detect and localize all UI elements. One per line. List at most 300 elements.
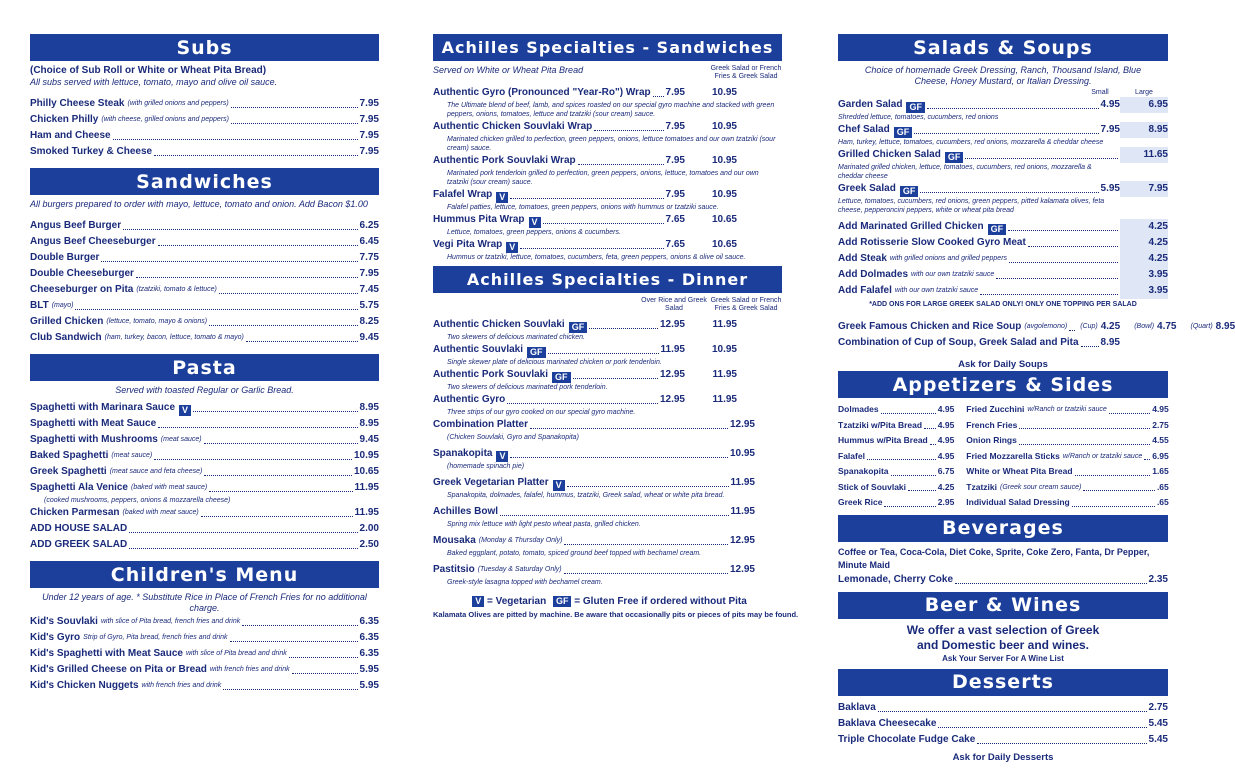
- dot-leader: [113, 139, 358, 140]
- item-days: (Monday & Thursday Only): [478, 537, 563, 544]
- dot-leader: [980, 294, 1118, 295]
- menu-item-row: [30, 630, 379, 646]
- item-price-large: 8.95: [1120, 122, 1168, 138]
- desserts-header: Desserts: [838, 669, 1168, 696]
- dot-leader: [289, 657, 358, 658]
- gluten-free-badge: GF: [900, 186, 919, 197]
- item-name: Chicken Parmesan: [30, 507, 120, 518]
- addon-row: [838, 219, 1168, 235]
- item-name: Authentic Chicken Souvlaki Wrap: [433, 121, 593, 132]
- item-left: [433, 392, 685, 408]
- item-desc: (meat sauce and feta cheese): [109, 468, 203, 475]
- menu-item-row: [30, 662, 379, 678]
- dot-leader: [158, 245, 358, 246]
- menu-item-row: [30, 537, 379, 553]
- salad-left: [838, 122, 1120, 138]
- dot-leader: [1009, 262, 1118, 263]
- menu-item-row: [30, 614, 379, 630]
- item-desc: (with cheese, grilled onions and peppers): [101, 116, 229, 123]
- item-price: 4.25: [1120, 235, 1168, 251]
- dot-leader: [867, 459, 936, 460]
- item-name: Greek Spaghetti: [30, 466, 107, 477]
- sandwiches-list: [30, 218, 379, 346]
- gluten-free-badge: GF: [552, 372, 571, 383]
- menu-item-row: [30, 416, 379, 432]
- item-price-large: 11.65: [1120, 147, 1168, 163]
- subs-note: All subs served with lettuce, tomato, mayo and olive oil sauce.: [30, 77, 278, 87]
- menu-item-row: [838, 716, 1168, 732]
- item-name: Kid's Grilled Cheese on Pita or Bread: [30, 664, 207, 675]
- item-name: Stick of Souvlaki: [838, 481, 907, 492]
- vegetarian-badge: V: [472, 596, 484, 607]
- soup-row: Greek Famous Chicken and Rice Soup (avgolemono) (Cup) 4.25 (Bowl) 4.75 (Quart) 8.95: [838, 321, 1235, 332]
- pasta-list-2: [30, 505, 379, 553]
- item-price: 11.95: [730, 477, 755, 488]
- item-price-2: 10.95: [711, 344, 737, 355]
- column-right: [838, 34, 1235, 764]
- dot-leader: [231, 107, 358, 108]
- item-desc: The Ultimate blend of beef, lamb, and spices roasted on our special gyro machine and stacked with green peppers, onions, tomatoes, lettuce and tzatziki (sour cream) sauce.: [447, 102, 775, 118]
- menu-item-row: [433, 237, 782, 253]
- dot-leader: [129, 532, 357, 533]
- item-desc: (baked with meat sauce): [131, 484, 208, 491]
- item-price-large: 7.95: [1120, 181, 1168, 197]
- item-price: 6.25: [359, 220, 379, 231]
- item-name: Authentic Pork Souvlaki Wrap: [433, 155, 576, 166]
- menu-item-row: [838, 402, 954, 418]
- vegetarian-badge: V: [529, 217, 541, 228]
- item-price-small: 4.95: [1100, 99, 1120, 110]
- olives-note: Kalamata Olives are pitted by machine. Be aware that occasionally pits or pieces of pits may be found.: [433, 610, 799, 619]
- item-name: Add Steak: [838, 253, 887, 264]
- item-name: French Fries: [966, 419, 1018, 430]
- pasta-header: Pasta: [30, 354, 379, 381]
- addon-row: [838, 251, 1168, 267]
- item-price: 2.75: [1152, 419, 1169, 430]
- addon-left: [838, 283, 1120, 299]
- dot-leader: [548, 353, 659, 354]
- dot-leader: [292, 673, 358, 674]
- children-header: Children's Menu: [30, 561, 379, 588]
- spec-sandwiches-list: [433, 85, 782, 262]
- item-name: Spaghetti with Mushrooms: [30, 434, 158, 445]
- item-price-1: 12.95: [659, 319, 685, 330]
- dot-leader: [996, 278, 1118, 279]
- dot-leader: [965, 158, 1118, 159]
- menu-item-row: [30, 218, 379, 234]
- item-desc: (lettuce, tomato, mayo & onions): [106, 318, 208, 325]
- addon-row: [838, 267, 1168, 283]
- item-name: Triple Chocolate Fudge Cake: [838, 733, 976, 745]
- gluten-free-badge: GF: [527, 347, 546, 358]
- item-name: Grilled Chicken Salad: [838, 149, 941, 160]
- subs-list: [30, 96, 379, 160]
- menu-item-row: [433, 85, 782, 101]
- menu-item-row: [433, 119, 782, 135]
- item-name: Fried Zucchini: [966, 404, 1025, 414]
- menu-item-row: [30, 112, 379, 128]
- menu-item-row: [30, 464, 379, 480]
- item-left: [433, 237, 685, 253]
- beer-line1: We offer a vast selection of Greek: [906, 622, 1100, 637]
- addon-row: [838, 283, 1168, 299]
- item-price-2: 10.95: [711, 189, 737, 200]
- salad-row: [838, 181, 1168, 197]
- dot-leader: [1075, 475, 1151, 476]
- menu-item-row: [838, 480, 954, 496]
- dinner-col1-head: Over Rice and Greek Salad: [641, 297, 707, 312]
- item-desc: with french fries and drink: [141, 682, 222, 689]
- item-name: Chef Salad: [838, 124, 890, 135]
- dot-leader: [1008, 230, 1118, 231]
- vegetarian-badge: V: [496, 192, 508, 203]
- menu-item-row: [433, 317, 782, 333]
- item-price: 8.95: [359, 418, 379, 429]
- item-price: 12.95: [729, 564, 755, 575]
- item-name: Falafel Wrap: [433, 189, 493, 200]
- dot-leader: [908, 490, 936, 491]
- item-desc: Strip of Gyro, Pita bread, french fries and drink: [83, 634, 228, 641]
- dot-leader: [924, 428, 936, 429]
- legend-gf-text: = Gluten Free if ordered without Pita: [574, 596, 747, 607]
- dot-leader: [530, 428, 728, 429]
- item-left: [433, 85, 685, 101]
- item-name: ADD GREEK SALAD: [30, 539, 128, 550]
- item-name: Double Burger: [30, 252, 100, 263]
- sandwiches-header: Sandwiches: [30, 168, 379, 195]
- served-on: Served on White or Wheat Pita Bread: [433, 65, 584, 75]
- addon-list: [838, 219, 1168, 299]
- item-price-1: 7.65: [665, 214, 685, 225]
- dot-leader: [129, 548, 357, 549]
- item-price: .65: [1156, 481, 1169, 492]
- item-name: Kid's Spaghetti with Meat Sauce: [30, 648, 183, 659]
- spec-sandwiches-header: Achilles Specialties - Sandwiches: [433, 34, 782, 61]
- item-price-1: 12.95: [659, 369, 685, 380]
- dot-leader: [930, 444, 936, 445]
- item-desc: with our own tzatziki sauce: [911, 271, 995, 278]
- item-desc: Spanakopita, dolmades, falafel, hummus, tzatziki, Greek salad, wheat or white pita bread.: [447, 492, 725, 499]
- item-left: [433, 119, 685, 135]
- appetizers-header: Appetizers & Sides: [838, 371, 1168, 398]
- item-left: [433, 342, 685, 358]
- dot-leader: [500, 515, 729, 516]
- menu-item-row: [433, 342, 782, 358]
- item-name: White or Wheat Pita Bread: [966, 466, 1073, 476]
- item-name: Add Falafel: [838, 285, 892, 296]
- beverages-line2: Lemonade, Cherry Coke 2.35: [838, 573, 1168, 585]
- menu-item-row: [30, 282, 379, 298]
- item-price: 4.95: [937, 404, 955, 414]
- menu-item-row: [433, 187, 782, 203]
- dot-leader: [510, 198, 663, 199]
- children-note: Under 12 years of age. * Substitute Rice in Place of French Fries for no additional charge.: [42, 592, 367, 613]
- appetizers-left: [838, 402, 954, 511]
- menu-item-row: [966, 402, 1168, 418]
- menu-item-row: [30, 400, 379, 416]
- item-name: Ham and Cheese: [30, 130, 111, 141]
- item-price: 7.75: [359, 252, 379, 263]
- item-desc: with our own tzatziki sauce: [894, 287, 979, 294]
- item-name: BLT: [30, 300, 49, 311]
- item-price: 5.95: [359, 664, 379, 675]
- dot-leader: [154, 155, 357, 156]
- item-price-1: 11.95: [660, 344, 685, 355]
- wine-list: Ask Your Server For A Wine List: [942, 653, 1064, 663]
- menu-item-row: [30, 314, 379, 330]
- dot-leader: [589, 328, 658, 329]
- dot-leader: [578, 164, 664, 165]
- menu-item-row: [30, 678, 379, 694]
- item-price: 2.95: [937, 497, 955, 507]
- menu-item-row: [30, 521, 379, 537]
- dot-leader: [242, 625, 357, 626]
- item-name: Authentic Gyro (Pronounced "Year-Ro") Wrap: [433, 87, 651, 98]
- item-name: Garden Salad: [838, 99, 903, 110]
- salads-note: Choice of homemade Greek Dressing, Ranch, Thousand Island, Blue Cheese, Honey Mustard, or Italian Dressing.: [864, 65, 1142, 86]
- menu-item-row: [433, 475, 782, 491]
- item-days: (Tuesday & Saturday Only): [477, 566, 562, 573]
- item-price-1: 7.95: [665, 87, 685, 98]
- item-name: Fried Mozzarella Sticks: [966, 450, 1060, 461]
- item-name: Angus Beef Burger: [30, 220, 122, 231]
- item-name: Individual Salad Dressing: [966, 497, 1070, 507]
- dot-leader: [75, 309, 357, 310]
- item-price: 4.55: [1152, 435, 1169, 445]
- item-desc: (mayo): [51, 302, 74, 309]
- item-price: 5.75: [359, 300, 379, 311]
- addon-left: [838, 267, 1120, 283]
- item-price: 7.95: [359, 114, 379, 125]
- dot-leader: [977, 743, 1146, 744]
- menu-item-row: [433, 533, 782, 549]
- item-name: Grilled Chicken: [30, 316, 104, 327]
- item-left: [433, 212, 685, 228]
- menu-item-row: [966, 464, 1168, 480]
- menu-item-row: [433, 562, 782, 578]
- item-price-small: 7.95: [1100, 124, 1120, 135]
- menu-item-row: [838, 449, 954, 465]
- item-desc: (meat sauce): [111, 452, 153, 459]
- item-price: 4.25: [1120, 219, 1168, 235]
- item-name: Baklava: [838, 701, 876, 713]
- addon-note: *ADD ONS FOR LARGE GREEK SALAD ONLY! ONLY ONE TOPPING PER SALAD: [869, 301, 1137, 308]
- dot-leader: [136, 277, 358, 278]
- small-head: Small: [1091, 89, 1109, 96]
- item-desc: Spring mix lettuce with light pesto wheat pasta, grilled chicken.: [447, 521, 641, 528]
- item-price: 4.95: [937, 450, 955, 461]
- menu-item-row: [966, 433, 1168, 449]
- spec-col2-head: Greek Salad or French Fries & Greek Salad: [710, 65, 782, 80]
- item-price-1: 7.65: [665, 239, 685, 250]
- item-name: Kid's Gyro: [30, 632, 81, 643]
- gluten-free-badge: GF: [906, 102, 925, 113]
- dot-leader: [204, 443, 358, 444]
- spec-dinner-list: [433, 317, 782, 417]
- dot-leader: [246, 341, 358, 342]
- item-price: 3.95: [1120, 283, 1168, 299]
- item-name: Baklava Cheesecake: [838, 717, 937, 729]
- item-desc: Ham, turkey, lettuce, tomatoes, cucumbers, red onions, mozzarella & cheddar cheese: [838, 139, 1104, 146]
- item-price: 4.95: [937, 419, 955, 430]
- menu-item-row: [433, 392, 782, 408]
- item-desc: Hummus or tzatziki, lettuce, tomatoes, cucumbers, feta, green peppers, onions & olive oil sauce.: [447, 254, 746, 261]
- menu-item-row: [30, 432, 379, 448]
- column-middle: [433, 34, 799, 620]
- item-price: 6.35: [359, 632, 379, 643]
- item-desc: Falafel patties, lettuce, tomatoes, green peppers, onions with hummus or tzatziki sauce.: [447, 204, 719, 211]
- subs-header: Subs: [30, 34, 379, 61]
- item-price: 4.25: [937, 481, 955, 492]
- beverages-header: Beverages: [838, 515, 1168, 542]
- item-name: Onion Rings: [966, 435, 1017, 445]
- item-price: 11.95: [730, 506, 755, 517]
- dot-leader: [914, 133, 1098, 134]
- item-price: 4.95: [1152, 404, 1169, 414]
- item-desc: Three strips of our gyro cooked on our special gyro machine.: [447, 409, 636, 416]
- item-name: Authentic Chicken Souvlaki: [433, 319, 565, 330]
- item-price: 11.95: [354, 482, 379, 493]
- salad-list: [838, 97, 1168, 215]
- item-name: Greek Vegetarian Platter: [433, 477, 549, 488]
- daily-soups: Ask for Daily Soups: [958, 359, 1048, 370]
- item-desc: Lettuce, tomatoes, cucumbers, red onions, green peppers, pitted kalamata olives, feta cheese, pepperoncini peppers, white or wheat pita bread: [838, 198, 1105, 214]
- item-price: 1.65: [1152, 466, 1169, 476]
- dot-leader: [158, 427, 357, 428]
- item-price: 6.35: [359, 616, 379, 627]
- salad-row: [838, 122, 1168, 138]
- item-price: 12.95: [729, 419, 755, 430]
- item-name: Authentic Pork Souvlaki: [433, 369, 549, 380]
- vegetarian-badge: V: [506, 242, 518, 253]
- item-price: 11.95: [354, 507, 379, 518]
- addon-row: [838, 235, 1168, 251]
- item-name: Philly Cheese Steak: [30, 98, 125, 109]
- item-desc: (with grilled onions and peppers): [127, 100, 229, 107]
- daily-desserts: Ask for Daily Desserts: [952, 751, 1054, 763]
- item-price-small: 5.95: [1100, 183, 1120, 194]
- salad-left: [838, 97, 1120, 113]
- menu-item-row: [30, 144, 379, 160]
- item-name: Spaghetti with Marinara Sauce: [30, 402, 176, 413]
- menu-item-row: [30, 234, 379, 250]
- pasta-note: Served with toasted Regular or Garlic Bread.: [115, 385, 294, 395]
- item-name: Chicken Philly: [30, 114, 99, 125]
- item-desc: w/Ranch or tzatziki sauce: [1027, 406, 1107, 413]
- item-desc: Marinated chicken grilled to perfection, green peppers, onions, lettuce tomatoes and our own tzatziki (sour cream) sauce.: [447, 136, 776, 152]
- item-price-2: 10.95: [711, 87, 737, 98]
- item-name: Mousaka: [433, 535, 476, 546]
- vegetarian-badge: V: [553, 480, 565, 491]
- gluten-free-badge: GF: [988, 224, 1007, 235]
- dot-leader: [1072, 506, 1155, 507]
- item-price-1: 7.95: [665, 189, 685, 200]
- dot-leader: [154, 459, 352, 460]
- item-name: Kid's Chicken Nuggets: [30, 680, 139, 691]
- menu-item-row: [966, 418, 1168, 434]
- item-desc: Baked eggplant, potato, tomato, spiced ground beef topped with bechamel cream.: [447, 550, 702, 557]
- item-price: .65: [1156, 497, 1169, 507]
- menu-item-row: [838, 418, 954, 434]
- item-price: 10.65: [353, 466, 379, 477]
- menu-item-row: [30, 646, 379, 662]
- addon-left: [838, 219, 1120, 235]
- salad-row: [838, 97, 1168, 113]
- subs-choice: (Choice of Sub Roll or White or Wheat Pita Bread): [30, 65, 267, 76]
- gluten-free-badge: GF: [553, 596, 572, 607]
- menu-item-row: [30, 266, 379, 282]
- beverages-line1: Coffee or Tea, Coca-Cola, Diet Coke, Sprite, Coke Zero, Fanta, Dr Pepper, Minute Maid: [838, 546, 1150, 570]
- menu-item-row: [433, 212, 782, 228]
- children-list: [30, 614, 379, 694]
- legend: [433, 595, 782, 609]
- vegetarian-badge: V: [496, 451, 508, 462]
- item-price: 5.95: [359, 680, 379, 691]
- item-price: 6.95: [1152, 450, 1169, 461]
- dot-leader: [881, 413, 936, 414]
- item-price: 5.45: [1148, 733, 1168, 745]
- pasta-list: [30, 400, 379, 496]
- item-name: Add Marinated Grilled Chicken: [838, 221, 984, 232]
- item-price: 4.25: [1120, 251, 1168, 267]
- combo-row: Combination of Cup of Soup, Greek Salad and Pita 8.95: [838, 337, 1120, 348]
- dot-leader: [878, 711, 1147, 712]
- menu-item-row: [433, 367, 782, 383]
- item-name: Spanakopita: [433, 448, 493, 459]
- gluten-free-badge: GF: [569, 322, 588, 333]
- dot-leader: [123, 229, 357, 230]
- item-desc: Greek-style lasagna topped with bechamel cream.: [447, 579, 603, 586]
- item-name: Club Sandwich: [30, 332, 102, 343]
- item-name: Spanakopita: [838, 466, 889, 476]
- item-name: Hummus Pita Wrap: [433, 214, 525, 225]
- item-price-2: 10.65: [711, 214, 737, 225]
- item-price: 6.75: [937, 466, 955, 476]
- item-name: Hummus w/Pita Bread: [838, 435, 928, 445]
- dot-leader: [920, 192, 1098, 193]
- dot-leader: [510, 457, 727, 458]
- menu-item-row: [966, 480, 1168, 496]
- dot-leader: [1019, 428, 1150, 429]
- item-name: Spaghetti with Meat Sauce: [30, 418, 157, 429]
- item-price-2: 11.95: [712, 394, 737, 405]
- item-desc: (Chicken Souvlaki, Gyro and Spanakopita): [447, 434, 579, 441]
- item-desc: (baked with meat sauce): [122, 509, 199, 516]
- dot-leader: [564, 544, 728, 545]
- item-left: [433, 317, 685, 333]
- item-price: 5.45: [1148, 717, 1168, 729]
- item-price: 7.45: [359, 284, 379, 295]
- item-desc: with french fries and drink: [209, 666, 290, 673]
- dot-leader: [543, 223, 664, 224]
- menu-item-row: [30, 128, 379, 144]
- column-left: [30, 34, 379, 694]
- item-price: 10.95: [353, 450, 379, 461]
- item-name: Achilles Bowl: [433, 506, 499, 517]
- dot-leader: [884, 506, 935, 507]
- dot-leader: [223, 689, 357, 690]
- item-price: 7.95: [359, 268, 379, 279]
- salad-left: [838, 181, 1120, 197]
- addon-left: [838, 235, 1120, 251]
- item-name: ADD HOUSE SALAD: [30, 523, 128, 534]
- menu-item-row: [30, 448, 379, 464]
- menu-item-row: [433, 446, 782, 462]
- item-desc: Shredded lettuce, tomatoes, cucumbers, red onions: [838, 114, 999, 121]
- desserts-list: [838, 700, 1168, 748]
- item-left: [433, 367, 685, 383]
- appetizers-grid: [838, 402, 1168, 511]
